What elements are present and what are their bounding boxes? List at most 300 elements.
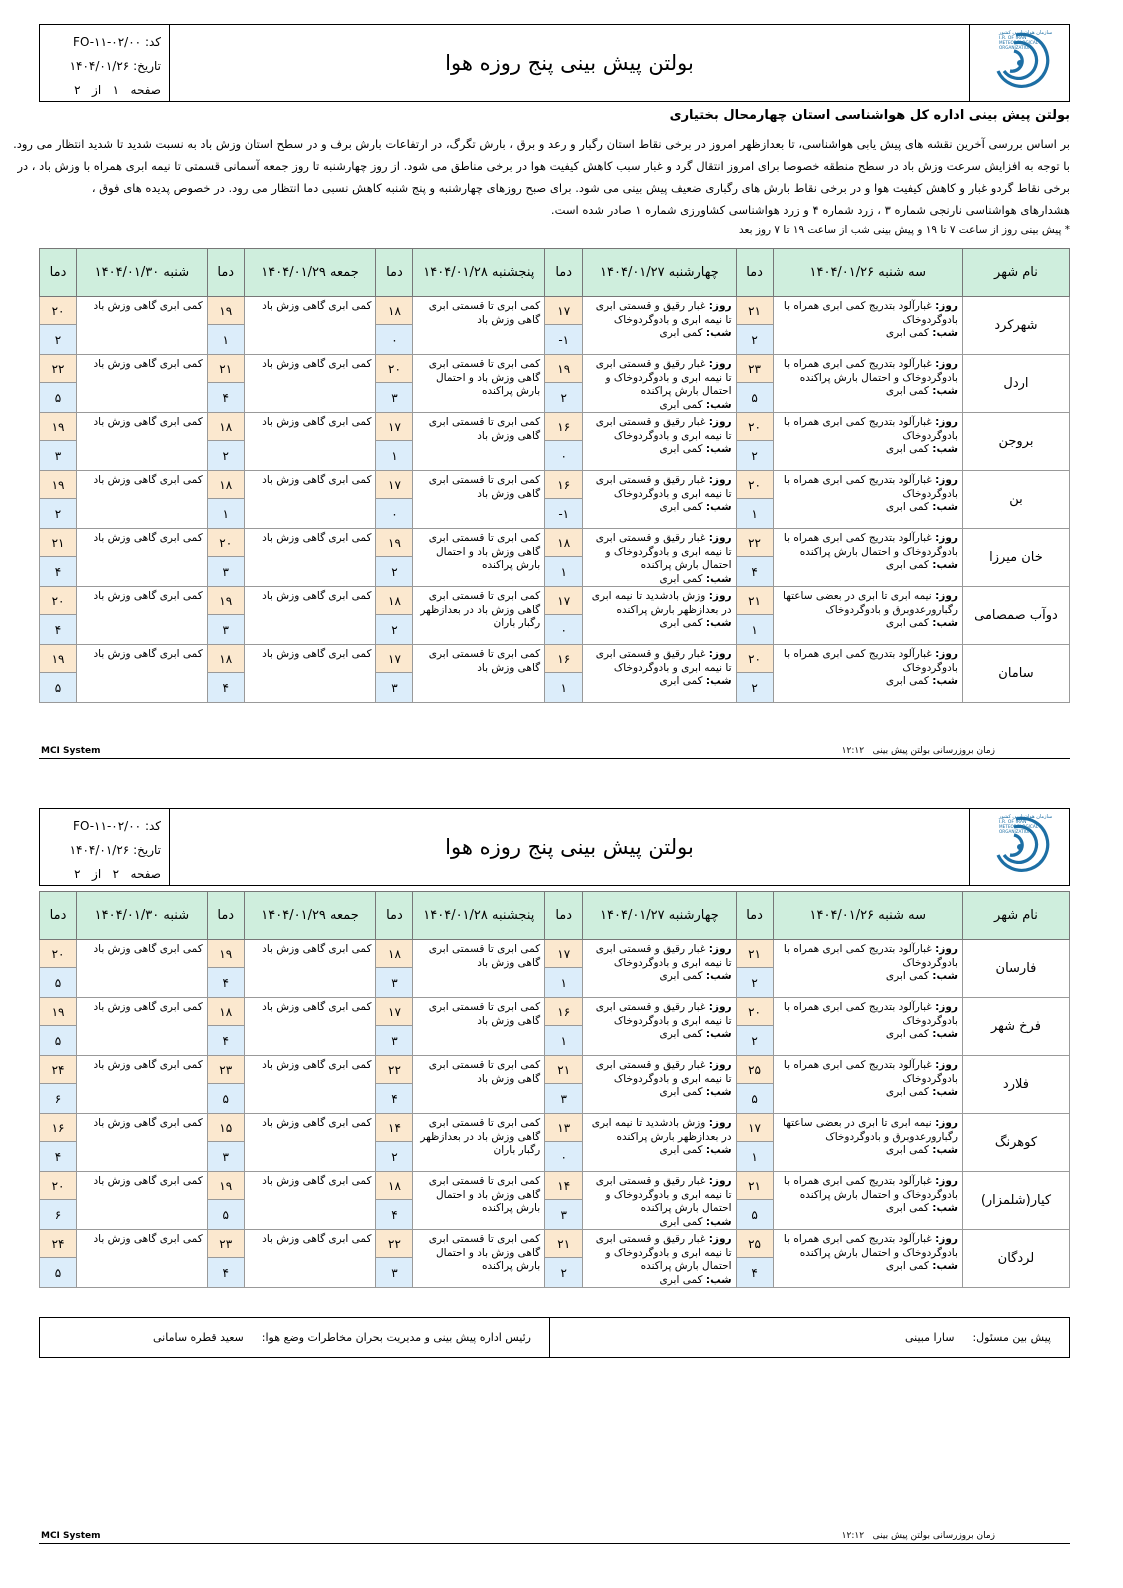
day-text: کمی ابری گاهی وزش باد [93,1117,203,1129]
day-text: کمی ابری گاهی وزش باد [93,1175,203,1187]
max-temp: ۲۲ [376,1230,413,1258]
intro-line: هشدارهای هواشناسی نارنجی شماره ۳ ، زرد شماره ۴ و زرد هواشناسی کشاورزی شماره ۱ صادر شده است. [550,203,1070,217]
day-text: غبار رقیق و قسمتی ابری تا نیمه ابری و بادوگردوخاک و احتمال بارش پراکنده [595,532,732,571]
day-text: کمی ابری تا قسمتی ابری گاهی وزش باد در بعدازظهر رگبار باران [420,1117,541,1156]
date-value: ۱۴۰۴/۰۱/۲۶ [69,843,130,857]
forecast-cell [413,998,545,1056]
min-temp: ۵ [736,1200,773,1230]
min-temp: ۳ [376,968,413,998]
forecast-cell [583,297,736,355]
night-forecast [587,327,731,341]
day-text: غبار رقیق و قسمتی ابری تا نیمه ابری و بادوگردوخاک [595,1059,732,1085]
night-forecast [778,675,958,689]
max-temp: ۱۹ [545,355,583,383]
day-text: غبارآلود بتدریج کمی ابری همراه با بادوگردوخاک [783,1001,958,1027]
night-label: شب: [705,572,732,585]
min-temp: ۵ [736,383,773,413]
forecast-cell [244,413,376,471]
day-forecast [587,358,731,399]
forecaster-signature [549,1318,1069,1357]
forecast-cell [244,1114,376,1172]
min-temp: ۲ [736,673,773,703]
night-text: کمی ابری [885,675,929,687]
day-label: روز: [935,648,958,660]
max-temp: ۱۷ [545,940,583,968]
max-temp: ۲۵ [736,1056,773,1084]
forecast-cell [583,1172,736,1230]
night-forecast [778,1144,958,1158]
min-temp: ۳ [545,1084,583,1114]
min-temp: ۰ [376,499,413,529]
min-temp: ۳ [376,1258,413,1288]
day-text: کمی ابری گاهی وزش باد [262,300,372,312]
night-label: شب: [705,1028,732,1040]
day-text: کمی ابری گاهی وزش باد [262,943,372,955]
day-text: کمی ابری گاهی وزش باد [93,1001,203,1013]
day-text: کمی ابری گاهی وزش باد [262,1001,372,1013]
day-text: کمی ابری گاهی وزش باد [262,1059,372,1071]
day-forecast [587,1175,731,1216]
forecast-cell [77,587,208,645]
table-row [40,355,1070,383]
max-temp: ۲۱ [736,940,773,968]
night-forecast [778,385,958,399]
night-label: شب: [932,385,958,397]
forecast-cell [244,1056,376,1114]
day-label: روز: [708,648,732,660]
max-temp: ۱۶ [545,645,583,673]
min-temp: ۵ [40,968,77,998]
min-temp: ۰ [545,1142,583,1172]
day-text: غبار رقیق و قسمتی ابری تا نیمه ابری و بادوگردوخاک و احتمال بارش پراکنده [595,358,732,397]
forecast-cell [244,940,376,998]
forecast-cell [583,529,736,587]
forecast-cell [77,1230,208,1288]
city-header: نام شهر [962,892,1069,940]
min-temp: ۴ [40,1142,77,1172]
head-signature [135,1318,549,1357]
of-label: از [92,83,102,97]
day-text: غبار رقیق و قسمتی ابری تا نیمه ابری و بادوگردوخاک [595,474,732,500]
forecast-cell [77,998,208,1056]
forecast-cell [583,940,736,998]
day-text: کمی ابری گاهی وزش باد [262,416,372,428]
min-temp: ۳ [207,615,244,645]
night-label: شب: [705,398,732,411]
day-text: کمی ابری تا قسمتی ابری گاهی وزش باد [428,474,541,500]
day-text: کمی ابری گاهی وزش باد [93,1233,203,1245]
min-temp: ۵ [736,1084,773,1114]
day-forecast [587,1001,731,1028]
max-temp: ۱۷ [736,1114,773,1142]
night-forecast [587,970,731,984]
day-text: کمی ابری گاهی وزش باد [93,943,203,955]
forecast-cell [413,1172,545,1230]
day-text: غبارآلود بتدریج کمی ابری همراه با بادوگردوخاک [783,300,958,326]
night-label: شب: [932,559,958,571]
forecast-cell [773,471,962,529]
day-text: غبارآلود بتدریج کمی ابری همراه با بادوگردوخاک و احتمال بارش پراکنده [783,358,958,384]
max-temp: ۲۰ [736,998,773,1026]
min-temp: ۳ [376,1026,413,1056]
night-text: کمی ابری [885,1086,929,1098]
forecast-cell [77,645,208,703]
day-text: کمی ابری گاهی وزش باد [262,1233,372,1245]
min-temp: ۱ [736,615,773,645]
night-label: شب: [932,327,958,339]
max-temp: ۱۷ [376,645,413,673]
max-temp: ۱۶ [40,1114,77,1142]
temp-header: دما [376,892,413,940]
min-temp: ۵ [40,383,77,413]
day-forecast [587,1059,731,1086]
max-temp: ۱۸ [376,587,413,615]
temp-header: دما [40,892,77,940]
max-temp: ۱۶ [545,471,583,499]
meteorological-organization-logo [969,25,1069,101]
table-row [40,1114,1070,1142]
signature-box [39,1317,1070,1358]
forecast-cell [77,1172,208,1230]
day-text: کمی ابری گاهی وزش باد [262,648,372,660]
page-label: صفحه [130,83,161,97]
head-label: رئیس اداره پیش بینی و مدیریت بحران مخاطرات وضع هوا: [261,1331,531,1344]
max-temp: ۱۹ [40,413,77,441]
code-label: کد: [144,819,161,833]
night-label: شب: [705,501,732,513]
forecast-cell [773,645,962,703]
forecast-cell [244,471,376,529]
page-total: ۲ [74,867,81,881]
max-temp: ۱۳ [545,1114,583,1142]
night-label: شب: [932,970,958,982]
table-row [40,529,1070,557]
day-forecast [778,1117,958,1144]
min-temp: ۲ [545,383,583,413]
of-label: از [92,867,102,881]
min-temp: ۱ [207,499,244,529]
forecast-cell [583,355,736,413]
day-forecast [778,590,958,617]
day-text: کمی ابری تا قسمتی ابری گاهی وزش باد [428,300,541,326]
day-label: روز: [935,1059,958,1071]
table-row [40,998,1070,1026]
day-header: سه شنبه ۱۴۰۴/۰۱/۲۶ [773,892,962,940]
night-text: کمی ابری [659,1028,703,1040]
day-label: روز: [708,1175,732,1187]
max-temp: ۲۱ [736,297,773,325]
min-temp: ۶ [40,1084,77,1114]
day-text: کمی ابری تا قسمتی ابری گاهی وزش باد [428,648,541,674]
forecast-cell [244,529,376,587]
max-temp: ۲۱ [40,529,77,557]
day-text: کمی ابری تا قسمتی ابری گاهی وزش باد [428,943,541,969]
max-temp: ۲۰ [376,355,413,383]
min-temp: ۱ [736,499,773,529]
day-text: کمی ابری تا قسمتی ابری گاهی وزش باد [428,1001,541,1027]
min-temp: ۲ [376,615,413,645]
day-forecast [778,648,958,675]
night-forecast [778,501,958,515]
table-row [40,413,1070,441]
day-text: کمی ابری تا قسمتی ابری گاهی وزش باد و احتمال بارش پراکنده [428,1233,541,1272]
min-temp: ۶ [40,1200,77,1230]
day-text: غبارآلود بتدریج کمی ابری همراه با بادوگردوخاک و احتمال بارش پراکنده [783,1233,958,1259]
forecast-cell [583,1056,736,1114]
max-temp: ۱۷ [376,471,413,499]
forecaster-name: سارا مبینی [904,1331,955,1344]
forecast-cell [244,998,376,1056]
night-forecast [587,573,731,587]
logo-text-fa: سازمان هواشناسی کشور [999,30,1053,36]
max-temp: ۱۸ [376,940,413,968]
city-name: کوهرنگ [962,1114,1069,1172]
day-label: روز: [935,1001,958,1013]
day-text: غبارآلود بتدریج کمی ابری همراه با بادوگردوخاک و احتمال بارش پراکنده [783,532,958,558]
footer-update [842,1531,995,1541]
day-forecast [778,532,958,559]
night-text: کمی ابری [885,501,929,513]
forecast-cell [413,1114,545,1172]
day-label: روز: [935,1117,958,1129]
max-temp: ۲۵ [736,1230,773,1258]
day-label: روز: [935,532,958,544]
day-label: روز: [708,590,732,602]
night-text: کمی ابری [885,1028,929,1040]
date-label: تاریخ: [133,843,161,857]
min-temp: ۰ [545,441,583,471]
night-text: کمی ابری [659,970,703,982]
day-label: روز: [935,474,958,486]
forecast-cell [77,471,208,529]
table-row [40,1056,1070,1084]
forecast-table-page1 [39,248,1070,703]
min-temp: ۱ [545,1026,583,1056]
forecast-cell [413,940,545,998]
header-meta [40,809,170,885]
max-temp: ۱۹ [40,645,77,673]
forecast-cell [773,998,962,1056]
forecast-cell [413,297,545,355]
day-text: کمی ابری گاهی وزش باد [262,358,372,370]
day-label: روز: [708,1059,732,1071]
night-forecast [587,675,731,689]
forecast-cell [244,355,376,413]
forecast-cell [413,355,545,413]
day-forecast [778,1001,958,1028]
max-temp: ۲۰ [40,297,77,325]
max-temp: ۱۸ [545,529,583,557]
logo-text-3: ORGANIZATION [999,829,1032,834]
night-label: شب: [705,443,732,455]
day-forecast [778,1059,958,1086]
day-text: کمی ابری گاهی وزش باد [262,474,372,486]
max-temp: ۱۷ [376,413,413,441]
night-forecast [778,327,958,341]
table-row [40,1172,1070,1200]
day-forecast [587,474,731,501]
day-forecast [587,1117,731,1144]
day-forecast [587,590,731,617]
intro-line: با توجه به افزایش سرعت وزش باد در سطح منطقه خصوصا برای امروز انتقال گرد و غبار سبب کاهش کیفیت هوا در برخی مناطق می شود. از روز چهارشنبه تا روز جمعه آسمانی قسمتی تا نیمه ابری همراه با وزش باد ، در [17,159,1070,173]
night-text: کمی ابری [659,1215,703,1228]
day-forecast [778,300,958,327]
day-text: غبارآلود بتدریج کمی ابری همراه با بادوگردوخاک [783,1059,958,1085]
night-forecast [778,1202,958,1216]
temp-header: دما [545,249,583,297]
max-temp: ۱۴ [545,1172,583,1200]
day-label: روز: [708,474,732,486]
forecast-cell [773,297,962,355]
day-text: کمی ابری گاهی وزش باد [262,532,372,544]
city-name: فارسان [962,940,1069,998]
day-text: کمی ابری تا قسمتی ابری گاهی وزش باد و احتمال بارش پراکنده [428,1175,541,1214]
night-text: کمی ابری [659,443,703,455]
night-forecast [587,443,731,457]
night-forecast [587,1028,731,1042]
night-forecast [587,617,731,631]
max-temp: ۲۰ [40,587,77,615]
update-label: زمان بروزرسانی بولتن پیش بینی [872,746,995,756]
min-temp: -۱ [545,499,583,529]
max-temp: ۱۹ [207,1172,244,1200]
night-forecast [587,1086,731,1100]
night-label: شب: [932,1260,958,1272]
forecast-cell [583,1114,736,1172]
forecast-cell [244,297,376,355]
min-temp: ۴ [376,1084,413,1114]
page-total: ۲ [74,83,81,97]
intro-line: بر اساس بررسی آخرین نقشه های پیش یابی هواشناسی، تا بعدازظهر امروز در برخی نقاط استان رگبار و رعد و برق ، بارش تگرگ، در ارتفاعات بارش برف و در سطح استان وزش باد به نسبت شدید تا شدید انتظار می رود. [13,137,1070,151]
min-temp: ۴ [40,557,77,587]
min-temp: ۴ [736,1258,773,1288]
night-text: کمی ابری [885,617,929,629]
city-name: لردگان [962,1230,1069,1288]
night-label: شب: [932,1144,958,1156]
max-temp: ۲۰ [736,413,773,441]
day-header: شنبه ۱۴۰۴/۰۱/۳۰ [77,249,208,297]
table-row [40,587,1070,615]
logo-text-1: I.R. OF IRAN [999,820,1027,825]
city-name: خان میرزا [962,529,1069,587]
day-text: کمی ابری تا قسمتی ابری گاهی وزش باد در بعدازظهر رگبار باران [420,590,541,629]
forecast-cell [583,471,736,529]
footer-system: MCI System [41,746,101,756]
night-forecast [587,1144,731,1158]
min-temp: ۱ [545,557,583,587]
night-forecast [587,1274,731,1288]
forecast-cell [244,645,376,703]
night-label: شب: [932,1028,958,1040]
day-forecast [778,1233,958,1260]
day-label: روز: [708,300,732,312]
max-temp: ۱۹ [40,471,77,499]
min-temp: ۲ [736,1026,773,1056]
day-text: غبارآلود بتدریج کمی ابری همراه با بادوگردوخاک [783,474,958,500]
footer-system: MCI System [41,1531,101,1541]
max-temp: ۲۲ [376,1056,413,1084]
day-label: روز: [708,532,732,544]
max-temp: ۱۸ [376,1172,413,1200]
min-temp: ۳ [40,441,77,471]
forecast-cell [244,1172,376,1230]
max-temp: ۱۹ [207,297,244,325]
day-text: غبار رقیق و قسمتی ابری تا نیمه ابری و بادوگردوخاک [595,648,732,674]
update-time: ۱۲:۱۲ [841,1531,865,1541]
min-temp: -۱ [545,325,583,355]
forecast-cell [413,471,545,529]
max-temp: ۱۸ [207,645,244,673]
forecast-cell [773,940,962,998]
city-name: کیار(شلمزار) [962,1172,1069,1230]
header-meta [40,25,170,101]
day-text: کمی ابری گاهی وزش باد [93,648,203,660]
page-label: صفحه [130,867,161,881]
header-row [40,892,1070,940]
forecast-cell [773,529,962,587]
day-text: کمی ابری گاهی وزش باد [262,1117,372,1129]
forecast-cell [244,587,376,645]
day-text: نیمه ابری تا ابری در بعضی ساعتها رگبارورعدوبرق و بادوگردوخاک [783,1117,958,1143]
night-text: کمی ابری [885,385,929,397]
day-text: کمی ابری گاهی وزش باد [93,474,203,486]
forecast-cell [77,413,208,471]
night-label: شب: [705,675,732,687]
max-temp: ۲۱ [207,355,244,383]
night-label: شب: [932,1202,958,1214]
night-forecast [778,970,958,984]
min-temp: ۴ [40,615,77,645]
day-forecast [587,300,731,327]
min-temp: ۲ [545,1258,583,1288]
city-name: شهرکرد [962,297,1069,355]
city-name: سامان [962,645,1069,703]
header-box [39,808,1070,886]
day-text: غبار رقیق و قسمتی ابری تا نیمه ابری و بادوگردوخاک و احتمال بارش پراکنده [595,1233,732,1272]
bulletin-title: بولتن پیش بینی اداره کل هواشناسی استان چهارمحال بختیاری [669,108,1070,123]
city-name: اردل [962,355,1069,413]
day-text: غبارآلود بتدریج کمی ابری همراه با بادوگردوخاک و احتمال بارش پراکنده [783,1175,958,1201]
night-text: کمی ابری [659,617,703,629]
day-text: کمی ابری گاهی وزش باد [93,590,203,602]
day-forecast [778,943,958,970]
day-header: پنجشنبه ۱۴۰۴/۰۱/۲۸ [413,892,545,940]
day-header: جمعه ۱۴۰۴/۰۱/۲۹ [244,892,376,940]
day-forecast [778,1175,958,1202]
min-temp: ۲ [40,325,77,355]
day-label: روز: [935,300,958,312]
day-label: روز: [708,416,732,428]
night-text: کمی ابری [885,327,929,339]
night-text: کمی ابری [885,1260,929,1272]
day-forecast [778,474,958,501]
header-row [40,249,1070,297]
day-text: غبار رقیق و قسمتی ابری تا نیمه ابری و بادوگردوخاک [595,416,732,442]
day-text: وزش بادشدید تا نیمه ابری در بعدازظهر بارش پراکنده [591,1117,732,1143]
day-header: پنجشنبه ۱۴۰۴/۰۱/۲۸ [413,249,545,297]
logo-text-1: I.R. OF IRAN [999,36,1027,41]
night-label: شب: [932,617,958,629]
max-temp: ۱۸ [207,471,244,499]
temp-header: دما [736,892,773,940]
night-text: کمی ابری [659,675,703,687]
logo-text-2: METEOROLOGICAL [999,40,1039,45]
night-text: کمی ابری [659,1273,703,1286]
max-temp: ۲۰ [40,940,77,968]
max-temp: ۱۹ [40,998,77,1026]
min-temp: ۴ [207,968,244,998]
forecast-cell [413,413,545,471]
